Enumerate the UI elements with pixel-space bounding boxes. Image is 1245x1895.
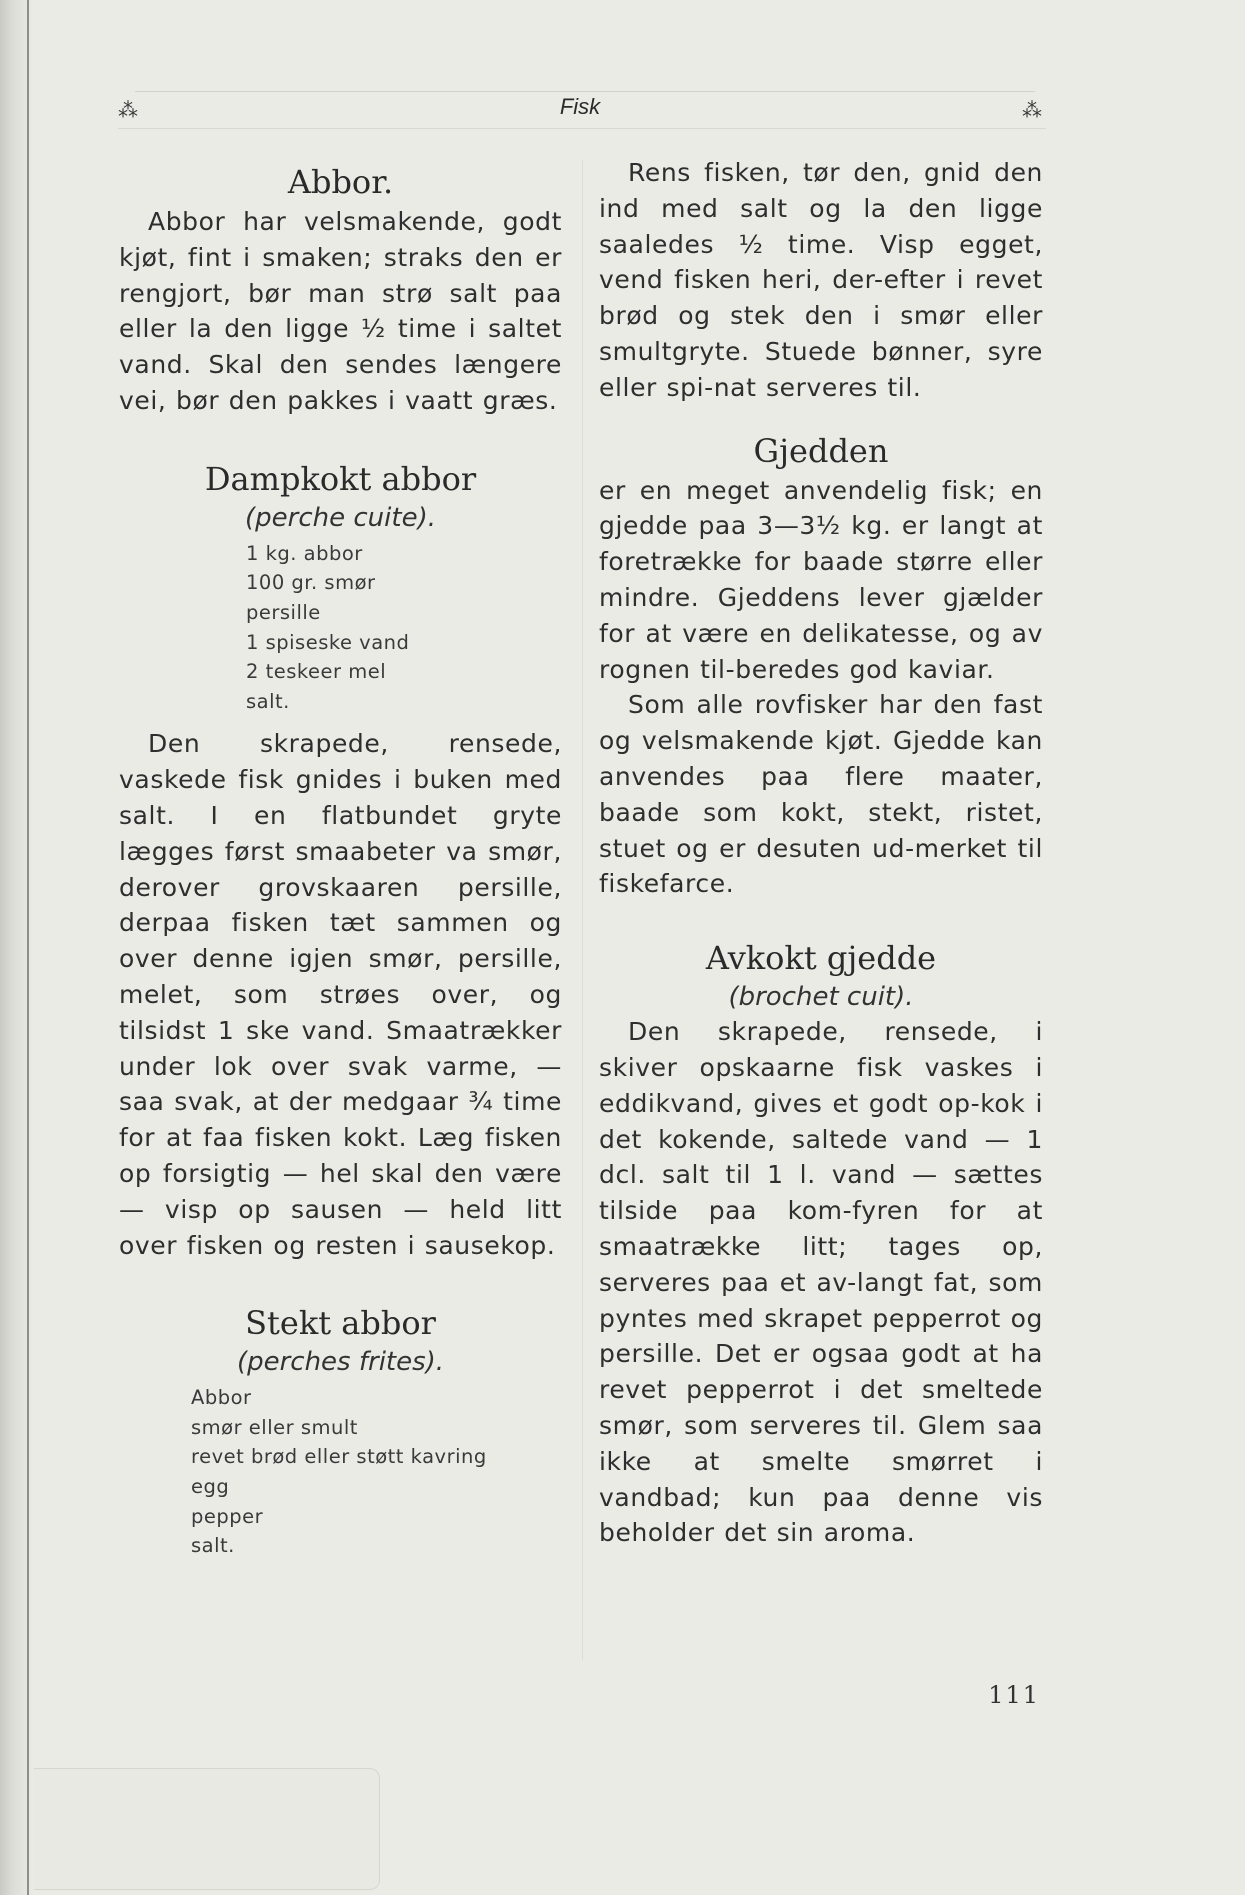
- ingredient-item: salt.: [191, 1534, 235, 1558]
- running-head: Fisk: [559, 94, 601, 119]
- section-title-dampkokt-abbor: Dampkokt abbor: [204, 459, 477, 498]
- paragraph-dampkokt: Den skrapede, rensede, vaskede fisk gnides i buken med salt. I en flatbundet gryte lægges først smaabeter va smør, derover grovskaaren persille, derpaa fisken tæt sammen og over denne igjen smør, persille, melet, som strøes over, og tilsidst 1 ske vand. Smaatrækker under lok over svak varme, — saa svak, at der medgaar ¾ time for at faa fisken kokt. Læg fisken op forsigtig — hel skal den være — visp op sausen — held litt over fisken og resten i sausekop.: [119, 729, 562, 1260]
- ingredient-item: 2 teskeer mel: [246, 660, 387, 684]
- column-divider: [582, 160, 583, 1660]
- header-ornament-right: ⁂: [1022, 98, 1042, 122]
- book-binding-edge: [0, 0, 34, 1895]
- section-title-stekt-abbor: Stekt abbor: [245, 1304, 436, 1343]
- recipe-stekt-abbor: [119, 1301, 562, 1561]
- section-subtitle-dampkokt-abbor: (perche cuite).: [245, 502, 436, 533]
- section-subtitle-stekt-abbor: (perches frites).: [236, 1347, 445, 1378]
- ingredient-item: 1 kg. abbor: [246, 541, 363, 565]
- recipe-dampkokt-abbor: [119, 457, 562, 1264]
- ingredient-item: 100 gr. smør: [246, 571, 376, 595]
- section-subtitle-avkokt-gjedde: (brochet cuit).: [728, 982, 914, 1013]
- ingredient-list-dampkokt: [119, 539, 562, 717]
- paragraph-stekt-abbor-method: Rens fisken, tør den, gnid den ind med salt og la den ligge saaledes ½ time. Visp egget, vend fisken heri, der-efter i revet brød og stek den i smør eller smultgryte. Stuede bønner, syre eller spi-nat serveres til.: [599, 158, 1043, 402]
- ingredient-item: salt.: [246, 689, 290, 713]
- section-title-avkokt-gjedde: Avkokt gjedde: [705, 939, 937, 978]
- recipe-avkokt-gjedde: [599, 936, 1043, 1551]
- ingredient-item: Abbor: [191, 1386, 252, 1410]
- paragraph-gjedden-1: er en meget anvendelig fisk; en gjedde paa 3—3½ kg. er langt at foretrække for baade større eller mindre. Gjeddens lever gjælder for at være en delikatesse, og av rognen til-beredes god kaviar.: [599, 475, 1043, 684]
- right-column: [599, 155, 1043, 1551]
- section-title-abbor: Abbor.: [287, 163, 394, 201]
- left-column: [119, 160, 562, 1571]
- paragraph-avkokt-gjedde: Den skrapede, rensede, i skiver opskaarne fisk vaskes i eddikvand, gives et godt op-kok i det kokende, saltede vand — 1 dcl. salt til 1 l. vand — sættes tilside paa kom-fyren for at smaatrække litt; tages op, serveres paa et av-langt fat, som pyntes med skrapet pepperrot og persille. Det er ogsaa godt at ha revet pepperrot i det smeltede smør, som serveres til. Glem saa ikke at smelte smørret i vandbad; kun paa denne vis beholder det sin aroma.: [599, 1017, 1043, 1548]
- recipe-abbor: [119, 160, 562, 419]
- page-tab-shadow: [34, 1768, 380, 1890]
- ingredient-list-stekt: [119, 1383, 562, 1561]
- ingredient-item: 1 spiseske vand: [246, 630, 410, 654]
- ingredient-item: pepper: [191, 1504, 264, 1528]
- header-rule-bottom: [118, 128, 1046, 129]
- ingredient-item: persille: [246, 600, 321, 624]
- ingredient-item: revet brød eller støtt kavring: [191, 1445, 487, 1469]
- ingredient-item: egg: [191, 1475, 230, 1499]
- paragraph-gjedden-2: Som alle rovfisker har den fast og velsmakende kjøt. Gjedde kan anvendes paa flere maater, baade som kokt, stekt, ristet, stuet og er desuten ud-merket til fiskefarce.: [599, 690, 1043, 899]
- recipe-gjedden: [599, 429, 1043, 903]
- section-title-gjedden: Gjedden: [753, 431, 889, 470]
- paragraph-abbor: Abbor har velsmakende, godt kjøt, fint i smaken; straks den er rengjort, bør man strø salt paa eller la den ligge ½ time i saltet vand. Skal den sendes længere vei, bør den pakkes i vaatt græs.: [119, 207, 562, 415]
- ingredient-item: smør eller smult: [191, 1415, 358, 1439]
- header-rule-top: [135, 91, 1035, 92]
- page-number: 111: [988, 1681, 1040, 1709]
- header-ornament-left: ⁂: [118, 98, 138, 122]
